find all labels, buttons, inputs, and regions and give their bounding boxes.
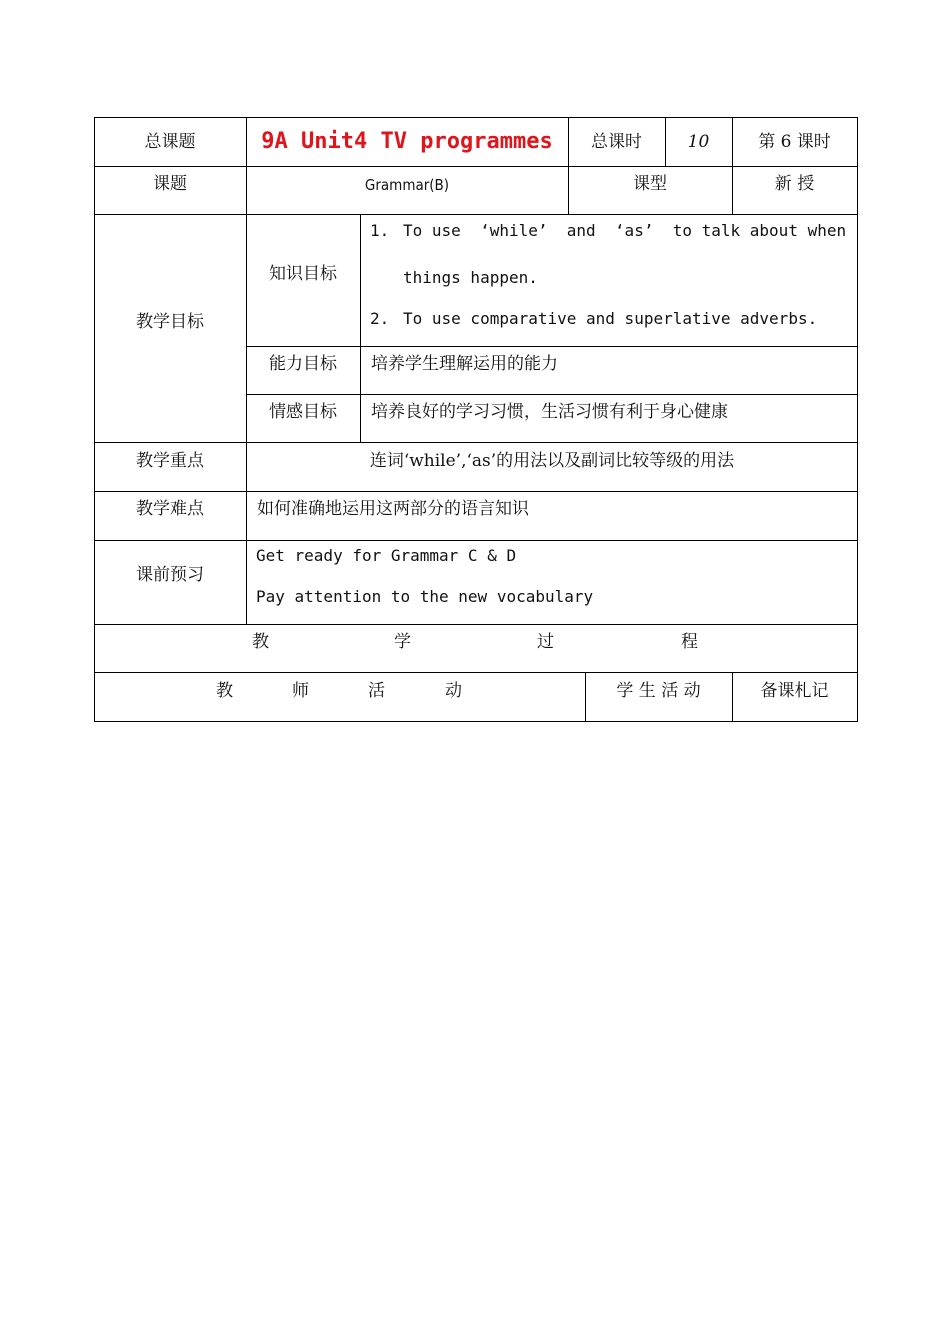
student-activity-header: 学 生 活 动	[616, 681, 701, 701]
preview-line-2: Pay attention to the new vocabulary	[256, 587, 594, 606]
teacher-activity-char-4: 动	[445, 681, 462, 701]
preview-line-1: Get ready for Grammar C & D	[256, 546, 517, 565]
total-hours-value: 10	[687, 132, 710, 152]
knowledge-goal-label: 知识目标	[269, 264, 337, 284]
knowledge-item-1-line1: To use ‘while’ and ‘as’ to talk about when	[403, 221, 847, 240]
process-char-4: 程	[681, 632, 698, 652]
difficulty-text: 如何准确地运用这两部分的语言知识	[257, 499, 529, 519]
row-divider	[94, 672, 858, 673]
row-divider	[246, 346, 858, 347]
knowledge-item-1-number: 1.	[370, 221, 390, 240]
teacher-activity-char-3: 活	[368, 681, 385, 701]
lesson-type-label: 课型	[633, 174, 667, 194]
knowledge-item-2: To use comparative and superlative adverbs.	[403, 309, 818, 328]
row-divider	[94, 624, 858, 625]
objectives-label: 教学目标	[136, 312, 204, 332]
table-border-left	[94, 117, 95, 722]
teacher-activity-char-1: 教	[216, 681, 233, 701]
emotion-goal-text: 培养良好的学习习惯，生活习惯有利于身心健康	[371, 402, 728, 422]
row-divider	[94, 166, 858, 167]
lesson-number: 第 6 课时	[758, 132, 831, 152]
ability-goal-text: 培养学生理解运用的能力	[371, 354, 558, 374]
topic-value: Grammar(B)	[364, 176, 450, 194]
key-point-label: 教学重点	[136, 451, 204, 471]
difficulty-label: 教学难点	[136, 499, 204, 519]
ability-goal-label: 能力目标	[269, 354, 337, 374]
lesson-type-value: 新 授	[774, 174, 815, 194]
column-divider	[360, 214, 361, 442]
process-char-2: 学	[394, 632, 411, 652]
table-border-right	[857, 117, 858, 722]
lesson-notes-header: 备课札记	[760, 681, 829, 701]
total-topic-title: 9A Unit4 TV programmes	[261, 129, 553, 154]
row-divider	[246, 394, 858, 395]
key-point-text: 连词‘while’,‘as’的用法以及副词比较等级的用法	[369, 451, 735, 471]
row-divider	[94, 491, 858, 492]
row-divider	[94, 540, 858, 541]
process-char-1: 教	[252, 632, 269, 652]
row-divider	[94, 214, 858, 215]
topic-label: 课题	[153, 174, 187, 194]
emotion-goal-label: 情感目标	[269, 402, 337, 422]
knowledge-item-1-line2: things happen.	[403, 268, 538, 287]
teacher-activity-char-2: 师	[292, 681, 309, 701]
row-divider	[94, 442, 858, 443]
lesson-plan-table	[94, 117, 858, 722]
knowledge-item-2-number: 2.	[370, 309, 390, 328]
preview-label: 课前预习	[136, 565, 204, 585]
table-border-top	[94, 117, 858, 118]
total-hours-label: 总课时	[591, 132, 642, 152]
process-char-3: 过	[537, 632, 554, 652]
table-border-bottom	[94, 721, 858, 722]
total-topic-label: 总课题	[144, 132, 196, 152]
